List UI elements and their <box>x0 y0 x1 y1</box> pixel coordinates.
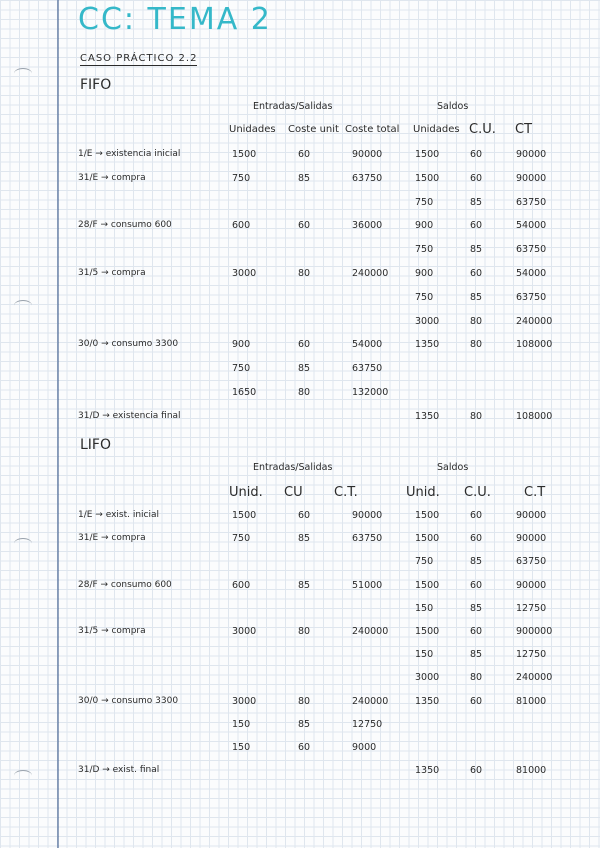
column-header: Coste unit <box>288 124 339 135</box>
saldo-coste-unitario: 80 <box>470 339 483 351</box>
entrada-coste-unitario: 60 <box>298 510 311 521</box>
saldo-coste-total: 63750 <box>516 244 547 256</box>
entrada-unidades: 600 <box>232 579 251 591</box>
saldo-coste-unitario: 85 <box>470 291 483 303</box>
entrada-coste-unitario: 85 <box>298 533 311 545</box>
saldo-coste-total: 108000 <box>516 339 553 351</box>
page-title: CC: TEMA 2 <box>78 2 272 37</box>
saldo-coste-total: 90000 <box>516 579 547 591</box>
row-label: 30/0 → consumo 3300 <box>78 339 179 350</box>
entrada-coste-total: 9000 <box>352 742 377 753</box>
saldo-unidades: 1500 <box>415 172 440 184</box>
saldo-coste-unitario: 60 <box>470 149 483 160</box>
entrada-unidades: 1500 <box>232 510 257 521</box>
saldo-unidades: 1350 <box>415 410 440 422</box>
group-header-entradas: Entradas/Salidas <box>253 462 333 473</box>
entrada-unidades: 750 <box>232 172 251 184</box>
saldo-unidades: 750 <box>415 244 434 256</box>
saldo-unidades: 1350 <box>415 765 440 777</box>
entrada-unidades: 3000 <box>232 626 257 637</box>
saldo-coste-unitario: 60 <box>470 695 483 707</box>
entrada-coste-total: 12750 <box>352 718 383 730</box>
column-header: CT <box>515 122 533 137</box>
punch-hole <box>14 300 32 311</box>
column-header: Unidades <box>413 124 460 135</box>
saldo-unidades: 3000 <box>415 315 440 327</box>
entrada-unidades: 900 <box>232 339 251 351</box>
saldo-coste-unitario: 60 <box>470 765 483 777</box>
row-label: 1/E → exist. inicial <box>78 510 160 520</box>
row-label: 28/F → consumo 600 <box>78 579 172 590</box>
saldo-unidades: 750 <box>415 196 434 208</box>
entrada-coste-total: 63750 <box>352 533 383 545</box>
saldo-unidades: 1500 <box>415 626 440 637</box>
column-header: C.U. <box>469 122 496 137</box>
column-header: C.T. <box>334 485 358 500</box>
entrada-coste-total: 240000 <box>352 626 389 637</box>
saldo-coste-total: 81000 <box>516 765 547 777</box>
saldo-unidades: 1500 <box>415 149 440 160</box>
saldo-coste-unitario: 85 <box>470 196 483 208</box>
page-subtitle: CASO PRÁCTICO 2.2 <box>80 53 198 64</box>
saldo-coste-unitario: 60 <box>470 510 483 521</box>
entrada-coste-unitario: 60 <box>298 220 311 232</box>
column-header: Unid. <box>406 485 440 500</box>
column-header: Unid. <box>229 485 263 500</box>
entrada-coste-total: 36000 <box>352 220 383 232</box>
saldo-coste-unitario: 80 <box>470 672 483 684</box>
column-header: CU <box>284 485 303 500</box>
entrada-coste-unitario: 60 <box>298 742 311 753</box>
saldo-unidades: 150 <box>415 649 434 661</box>
punch-hole <box>14 68 32 79</box>
saldo-unidades: 1350 <box>415 695 440 707</box>
entrada-coste-total: 240000 <box>352 268 389 279</box>
saldo-unidades: 1500 <box>415 533 440 545</box>
entrada-coste-total: 132000 <box>352 387 389 398</box>
entrada-unidades: 750 <box>232 533 251 545</box>
saldo-unidades: 900 <box>415 220 434 232</box>
row-label: 31/D → existencia final <box>78 410 181 421</box>
entrada-coste-total: 240000 <box>352 695 389 707</box>
entrada-unidades: 600 <box>232 220 251 232</box>
saldo-unidades: 900 <box>415 268 434 279</box>
saldo-coste-unitario: 80 <box>470 315 483 327</box>
entrada-coste-unitario: 85 <box>298 579 311 591</box>
entrada-coste-total: 63750 <box>352 172 383 184</box>
saldo-coste-total: 63750 <box>516 556 547 568</box>
saldo-unidades: 750 <box>415 556 434 568</box>
entrada-coste-unitario: 85 <box>298 172 311 184</box>
saldo-coste-total: 90000 <box>516 172 547 184</box>
saldo-coste-unitario: 80 <box>470 410 483 422</box>
punch-hole <box>14 538 32 549</box>
row-label: 28/F → consumo 600 <box>78 220 172 231</box>
saldo-coste-unitario: 85 <box>470 244 483 256</box>
row-label: 31/5 → compra <box>78 626 146 636</box>
method-heading: FIFO <box>80 77 112 93</box>
saldo-coste-unitario: 85 <box>470 649 483 661</box>
entrada-unidades: 150 <box>232 718 251 730</box>
saldo-coste-unitario: 85 <box>470 556 483 568</box>
entrada-coste-unitario: 80 <box>298 268 311 279</box>
entrada-unidades: 3000 <box>232 268 257 279</box>
saldo-coste-total: 63750 <box>516 291 547 303</box>
saldo-coste-total: 54000 <box>516 220 547 232</box>
entrada-unidades: 1500 <box>232 149 257 160</box>
saldo-coste-unitario: 60 <box>470 268 483 279</box>
saldo-coste-total: 12750 <box>516 602 547 614</box>
saldo-coste-total: 63750 <box>516 196 547 208</box>
column-header: Coste total <box>345 124 400 135</box>
entrada-coste-total: 90000 <box>352 149 383 160</box>
row-label: 31/5 → compra <box>78 268 146 278</box>
saldo-coste-total: 240000 <box>516 672 553 684</box>
saldo-unidades: 3000 <box>415 672 440 684</box>
saldo-coste-unitario: 60 <box>470 626 483 637</box>
row-label: 31/E → compra <box>78 172 146 183</box>
method-heading: LIFO <box>80 437 112 453</box>
entrada-unidades: 1650 <box>232 387 257 398</box>
saldo-coste-unitario: 60 <box>470 533 483 545</box>
saldo-coste-total: 240000 <box>516 315 553 327</box>
entrada-unidades: 150 <box>232 742 251 753</box>
entrada-coste-unitario: 60 <box>298 339 311 351</box>
punch-hole <box>14 770 32 781</box>
saldo-unidades: 1500 <box>415 510 440 521</box>
row-label: 30/0 → consumo 3300 <box>78 695 179 706</box>
row-label: 31/E → compra <box>78 533 146 544</box>
entrada-coste-total: 54000 <box>352 339 383 351</box>
saldo-coste-unitario: 60 <box>470 220 483 232</box>
group-header-entradas: Entradas/Salidas <box>253 101 333 112</box>
entrada-coste-total: 90000 <box>352 510 383 521</box>
column-header: Unidades <box>229 124 276 135</box>
saldo-coste-unitario: 85 <box>470 602 483 614</box>
entrada-coste-unitario: 80 <box>298 626 311 637</box>
entrada-coste-total: 51000 <box>352 579 383 591</box>
row-label: 1/E → existencia inicial <box>78 149 181 159</box>
saldo-unidades: 150 <box>415 602 434 614</box>
saldo-coste-total: 90000 <box>516 510 547 521</box>
saldo-unidades: 1500 <box>415 579 440 591</box>
group-header-saldos: Saldos <box>437 462 469 473</box>
saldo-coste-total: 900000 <box>516 626 553 637</box>
entrada-coste-unitario: 80 <box>298 695 311 707</box>
saldo-coste-total: 90000 <box>516 149 547 160</box>
saldo-coste-total: 90000 <box>516 533 547 545</box>
saldo-coste-total: 54000 <box>516 268 547 279</box>
saldo-coste-unitario: 60 <box>470 172 483 184</box>
entrada-unidades: 3000 <box>232 695 257 707</box>
column-header: C.T <box>524 485 546 500</box>
saldo-unidades: 750 <box>415 291 434 303</box>
entrada-coste-unitario: 85 <box>298 718 311 730</box>
entrada-coste-unitario: 60 <box>298 149 311 160</box>
group-header-saldos: Saldos <box>437 101 469 112</box>
saldo-coste-total: 81000 <box>516 695 547 707</box>
saldo-coste-total: 108000 <box>516 410 553 422</box>
entrada-coste-unitario: 85 <box>298 363 311 375</box>
saldo-coste-unitario: 60 <box>470 579 483 591</box>
margin-line <box>57 0 59 848</box>
entrada-unidades: 750 <box>232 363 251 375</box>
entrada-coste-total: 63750 <box>352 363 383 375</box>
entrada-coste-unitario: 80 <box>298 387 311 398</box>
saldo-unidades: 1350 <box>415 339 440 351</box>
row-label: 31/D → exist. final <box>78 765 160 776</box>
saldo-coste-total: 12750 <box>516 649 547 661</box>
column-header: C.U. <box>464 485 491 500</box>
